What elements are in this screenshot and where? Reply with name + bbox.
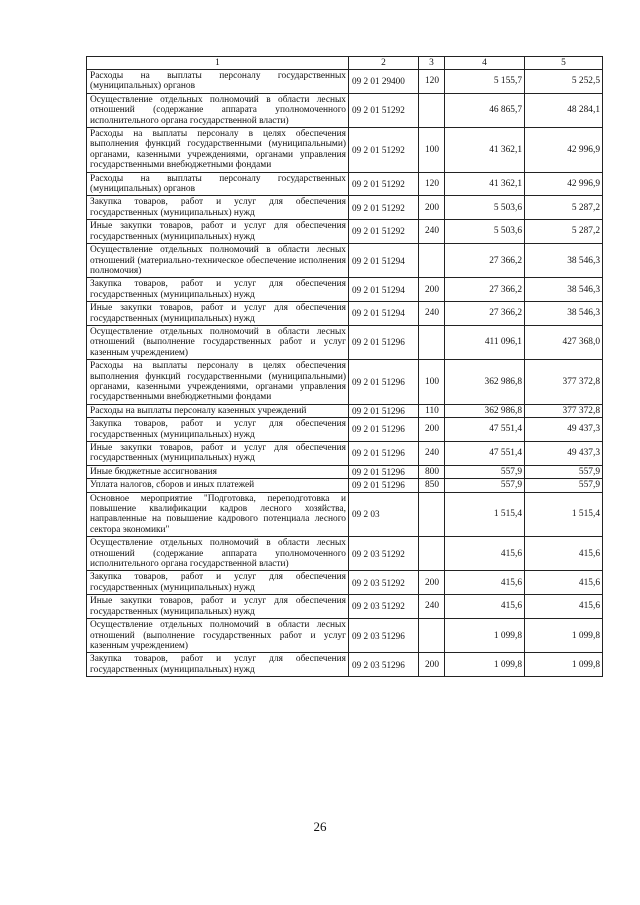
header-cell-1: 1 (87, 57, 349, 70)
expense-type-cell: 240 (419, 220, 445, 244)
target-code-cell: 09 2 01 51296 (349, 404, 419, 417)
table-body (87, 57, 603, 677)
expense-type-cell (419, 244, 445, 278)
target-code-cell: 09 2 03 51296 (349, 619, 419, 653)
target-code-cell: 09 2 01 51296 (349, 360, 419, 405)
amount-year2-cell: 557,9 (525, 479, 603, 492)
amount-year1-cell: 41 362,1 (445, 128, 525, 173)
expense-name-cell: Иные закупки товаров, работ и услуг для обеспечения государственных (муниципальных) нужд (87, 595, 349, 619)
target-code-cell: 09 2 01 51296 (349, 442, 419, 466)
expense-type-cell (419, 537, 445, 571)
expense-type-cell (419, 325, 445, 359)
amount-year1-cell: 46 865,7 (445, 93, 525, 127)
table-row (87, 360, 603, 405)
table-row (87, 278, 603, 302)
expense-type-cell: 200 (419, 196, 445, 220)
amount-year2-cell: 415,6 (525, 537, 603, 571)
expense-type-cell (419, 93, 445, 127)
amount-year1-cell: 1 099,8 (445, 653, 525, 677)
table-row (87, 302, 603, 326)
expense-name-cell: Иные закупки товаров, работ и услуг для обеспечения государственных (муниципальных) нужд (87, 302, 349, 326)
table-row (87, 128, 603, 173)
table-row (87, 465, 603, 478)
amount-year1-cell: 362 986,8 (445, 360, 525, 405)
target-code-cell: 09 2 01 51292 (349, 93, 419, 127)
amount-year2-cell: 377 372,8 (525, 360, 603, 405)
expense-name-cell: Осуществление отдельных полномочий в области лесных отношений (содержание аппарата уполномоченного исполнительного органа государственной власти) (87, 537, 349, 571)
amount-year1-cell: 415,6 (445, 537, 525, 571)
amount-year1-cell: 5 503,6 (445, 196, 525, 220)
expense-name-cell: Закупка товаров, работ и услуг для обеспечения государственных (муниципальных) нужд (87, 653, 349, 677)
expense-name-cell: Осуществление отдельных полномочий в области лесных отношений (материально-техническое обеспечение исполнения полномочия) (87, 244, 349, 278)
expense-name-cell: Осуществление отдельных полномочий в области лесных отношений (выполнение государственных работ и услуг казенным учреждением) (87, 325, 349, 359)
expense-type-cell: 120 (419, 172, 445, 196)
expense-name-cell: Закупка товаров, работ и услуг для обеспечения государственных (муниципальных) нужд (87, 418, 349, 442)
table-row (87, 196, 603, 220)
header-cell-5: 5 (525, 57, 603, 70)
expense-name-cell: Расходы на выплаты персоналу государственных (муниципальных) органов (87, 172, 349, 196)
amount-year2-cell: 49 437,3 (525, 418, 603, 442)
budget-table (86, 56, 603, 677)
expense-name-cell: Закупка товаров, работ и услуг для обеспечения государственных (муниципальных) нужд (87, 571, 349, 595)
page-number: 26 (313, 819, 327, 834)
amount-year1-cell: 411 096,1 (445, 325, 525, 359)
expense-type-cell: 240 (419, 442, 445, 466)
table-row (87, 244, 603, 278)
target-code-cell: 09 2 03 51292 (349, 537, 419, 571)
amount-year1-cell: 1 515,4 (445, 492, 525, 537)
target-code-cell: 09 2 01 51296 (349, 465, 419, 478)
amount-year1-cell: 415,6 (445, 595, 525, 619)
expense-type-cell: 200 (419, 571, 445, 595)
table-row (87, 404, 603, 417)
table-row (87, 220, 603, 244)
amount-year2-cell: 5 287,2 (525, 196, 603, 220)
target-code-cell: 09 2 01 51292 (349, 128, 419, 173)
amount-year2-cell: 1 515,4 (525, 492, 603, 537)
amount-year1-cell: 47 551,4 (445, 442, 525, 466)
expense-name-cell: Закупка товаров, работ и услуг для обеспечения государственных (муниципальных) нужд (87, 278, 349, 302)
amount-year1-cell: 5 155,7 (445, 70, 525, 94)
target-code-cell: 09 2 03 51292 (349, 571, 419, 595)
expense-type-cell: 800 (419, 465, 445, 478)
expense-type-cell: 100 (419, 128, 445, 173)
table-row (87, 479, 603, 492)
amount-year2-cell: 38 546,3 (525, 278, 603, 302)
amount-year2-cell: 1 099,8 (525, 619, 603, 653)
amount-year1-cell: 1 099,8 (445, 619, 525, 653)
amount-year2-cell: 427 368,0 (525, 325, 603, 359)
expense-name-cell: Иные бюджетные ассигнования (87, 465, 349, 478)
expense-name-cell: Основное мероприятие "Подготовка, переподготовка и повышение квалификации кадров лесного хозяйства, направленные на повышение кадрового потенциала лесного сектора экономики" (87, 492, 349, 537)
table-row (87, 619, 603, 653)
amount-year1-cell: 27 366,2 (445, 302, 525, 326)
table-row (87, 172, 603, 196)
amount-year2-cell: 415,6 (525, 571, 603, 595)
amount-year2-cell: 5 287,2 (525, 220, 603, 244)
expense-type-cell (419, 619, 445, 653)
expense-type-cell: 100 (419, 360, 445, 405)
target-code-cell: 09 2 01 51292 (349, 196, 419, 220)
target-code-cell: 09 2 01 51292 (349, 172, 419, 196)
target-code-cell: 09 2 03 (349, 492, 419, 537)
expense-name-cell: Уплата налогов, сборов и иных платежей (87, 479, 349, 492)
header-cell-3: 3 (419, 57, 445, 70)
table-row (87, 442, 603, 466)
table-row (87, 653, 603, 677)
expense-type-cell: 200 (419, 278, 445, 302)
table-row (87, 418, 603, 442)
expense-name-cell: Иные закупки товаров, работ и услуг для обеспечения государственных (муниципальных) нужд (87, 442, 349, 466)
expense-name-cell: Расходы на выплаты персоналу казенных учреждений (87, 404, 349, 417)
table-row (87, 325, 603, 359)
target-code-cell: 09 2 01 51294 (349, 278, 419, 302)
amount-year2-cell: 42 996,9 (525, 172, 603, 196)
target-code-cell: 09 2 03 51292 (349, 595, 419, 619)
table-row (87, 537, 603, 571)
amount-year1-cell: 27 366,2 (445, 278, 525, 302)
expense-name-cell: Осуществление отдельных полномочий в области лесных отношений (содержание аппарата уполномоченного исполнительного органа государственной власти) (87, 93, 349, 127)
amount-year1-cell: 557,9 (445, 479, 525, 492)
table-row (87, 70, 603, 94)
amount-year1-cell: 362 986,8 (445, 404, 525, 417)
amount-year2-cell: 38 546,3 (525, 302, 603, 326)
table-row (87, 492, 603, 537)
amount-year1-cell: 5 503,6 (445, 220, 525, 244)
expense-type-cell: 120 (419, 70, 445, 94)
amount-year2-cell: 42 996,9 (525, 128, 603, 173)
expense-type-cell: 850 (419, 479, 445, 492)
amount-year1-cell: 557,9 (445, 465, 525, 478)
header-cell-2: 2 (349, 57, 419, 70)
target-code-cell: 09 2 01 51296 (349, 325, 419, 359)
header-cell-4: 4 (445, 57, 525, 70)
amount-year1-cell: 415,6 (445, 571, 525, 595)
expense-type-cell: 200 (419, 653, 445, 677)
target-code-cell: 09 2 03 51296 (349, 653, 419, 677)
expense-name-cell: Расходы на выплаты персоналу в целях обеспечения выполнения функций государственными (муниципальными) органами, казенными учреждениями, органами управления государственными внебюджетными фондами (87, 360, 349, 405)
expense-type-cell: 110 (419, 404, 445, 417)
expense-name-cell: Осуществление отдельных полномочий в области лесных отношений (выполнение государственных работ и услуг казенным учреждением) (87, 619, 349, 653)
expense-name-cell: Расходы на выплаты персоналу государственных (муниципальных) органов (87, 70, 349, 94)
target-code-cell: 09 2 01 51292 (349, 220, 419, 244)
expense-name-cell: Закупка товаров, работ и услуг для обеспечения государственных (муниципальных) нужд (87, 196, 349, 220)
expense-type-cell (419, 492, 445, 537)
amount-year1-cell: 41 362,1 (445, 172, 525, 196)
target-code-cell: 09 2 01 51296 (349, 418, 419, 442)
table-row (87, 93, 603, 127)
amount-year2-cell: 49 437,3 (525, 442, 603, 466)
target-code-cell: 09 2 01 51296 (349, 479, 419, 492)
expense-type-cell: 240 (419, 595, 445, 619)
amount-year2-cell: 5 252,5 (525, 70, 603, 94)
amount-year2-cell: 1 099,8 (525, 653, 603, 677)
expense-name-cell: Расходы на выплаты персоналу в целях обеспечения выполнения функций государственными (муниципальными) органами, казенными учреждениями, органами управления государственными внебюджетными фондами (87, 128, 349, 173)
target-code-cell: 09 2 01 51294 (349, 302, 419, 326)
expense-type-cell: 240 (419, 302, 445, 326)
table-row (87, 595, 603, 619)
amount-year1-cell: 27 366,2 (445, 244, 525, 278)
amount-year2-cell: 38 546,3 (525, 244, 603, 278)
amount-year1-cell: 47 551,4 (445, 418, 525, 442)
document-page (86, 56, 602, 677)
amount-year2-cell: 48 284,1 (525, 93, 603, 127)
amount-year2-cell: 557,9 (525, 465, 603, 478)
table-row (87, 571, 603, 595)
target-code-cell: 09 2 01 29400 (349, 70, 419, 94)
table-header-row (87, 57, 603, 70)
target-code-cell: 09 2 01 51294 (349, 244, 419, 278)
expense-type-cell: 200 (419, 418, 445, 442)
expense-name-cell: Иные закупки товаров, работ и услуг для обеспечения государственных (муниципальных) нужд (87, 220, 349, 244)
amount-year2-cell: 377 372,8 (525, 404, 603, 417)
amount-year2-cell: 415,6 (525, 595, 603, 619)
